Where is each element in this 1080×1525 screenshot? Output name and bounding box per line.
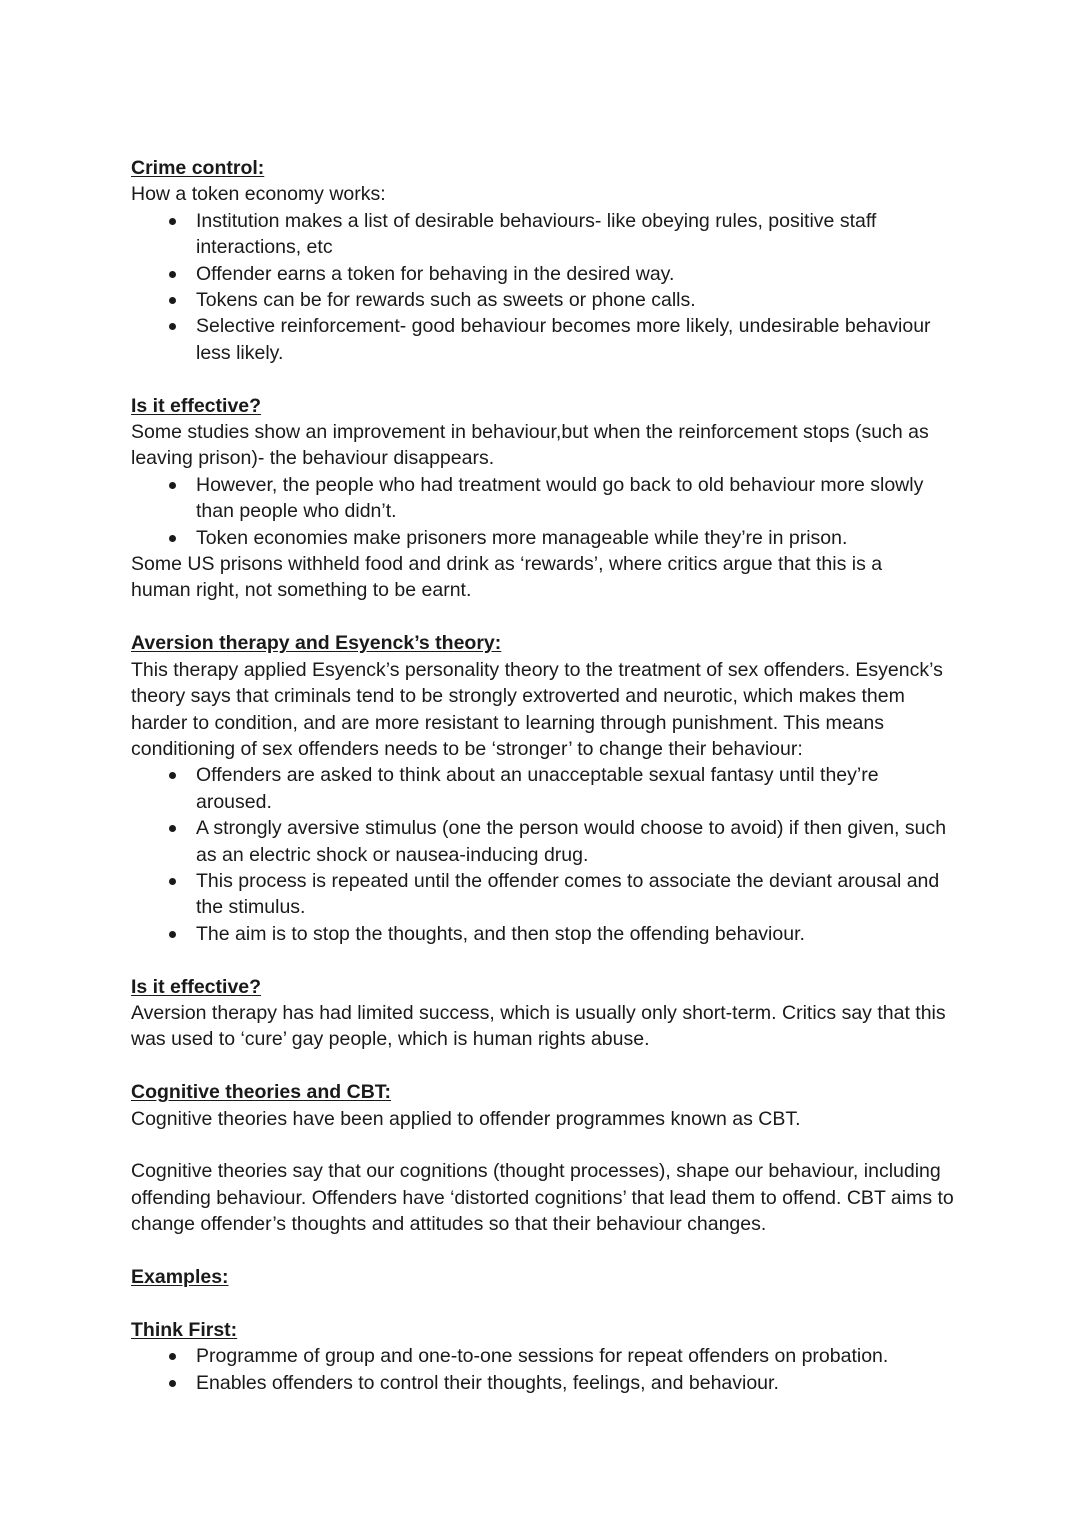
aversion-paragraph: This therapy applied Esyenck’s personality theory to the treatment of sex offenders. Esyenck’s theory says that criminals tend to be strongly extroverted and neurotic, which makes them harder to condition, and are more resistant to learning through punishment. This means conditioning of sex offenders needs to be ‘stronger’ to change their behaviour: — [131, 658, 943, 760]
heading-effective-1: Is it effective? — [131, 394, 262, 417]
section-cognitive — [131, 1079, 961, 1237]
list-item: Token economies make prisoners more manageable while they’re in prison. — [131, 525, 961, 551]
heading-effective-2: Is it effective? — [131, 975, 262, 998]
spacer — [131, 1238, 961, 1264]
list-item: Offenders are asked to think about an unacceptable sexual fantasy until they’re aroused. — [131, 762, 961, 815]
effective-1-list — [131, 472, 961, 551]
list-item: A strongly aversive stimulus (one the person would choose to avoid) if then given, such as an electric shock or nausea-inducing drug. — [131, 815, 961, 868]
list-item: Institution makes a list of desirable behaviours- like obeying rules, positive staff interactions, etc — [131, 208, 961, 261]
heading-aversion-therapy: Aversion therapy and Esyenck’s theory: — [131, 632, 502, 655]
crime-control-intro: How a token economy works: — [131, 183, 386, 206]
cognitive-paragraph-2: Cognitive theories say that our cognitions (thought processes), shape our behaviour, including offending behaviour. Offenders have ‘distorted cognitions’ that lead them to offend. CBT aims to change offender’s thoughts and attitudes so that their behaviour changes. — [131, 1160, 954, 1236]
section-crime-control — [131, 155, 961, 366]
cognitive-paragraph-1: Cognitive theories have been applied to offender programmes known as CBT. — [131, 1107, 801, 1130]
effective-1-paragraph: Some studies show an improvement in behaviour,but when the reinforcement stops (such as leaving prison)- the behaviour disappears. — [131, 421, 929, 470]
spacer — [131, 604, 961, 630]
list-item: However, the people who had treatment would go back to old behaviour more slowly than people who didn’t. — [131, 472, 961, 525]
list-item: Offender earns a token for behaving in the desired way. — [131, 261, 961, 287]
list-item: Enables offenders to control their thoughts, feelings, and behaviour. — [131, 1370, 961, 1396]
effective-1-paragraph-2: Some US prisons withheld food and drink as ‘rewards’, where critics argue that this is a human right, not something to be earnt. — [131, 553, 883, 602]
heading-examples: Examples: — [131, 1265, 229, 1288]
spacer — [131, 947, 961, 973]
heading-crime-control: Crime control: — [131, 157, 265, 179]
list-item: Selective reinforcement- good behaviour becomes more likely, undesirable behaviour less likely. — [131, 313, 961, 366]
aversion-list — [131, 762, 961, 947]
section-examples — [131, 1264, 961, 1290]
spacer — [131, 1132, 961, 1158]
heading-cognitive: Cognitive theories and CBT: — [131, 1081, 392, 1104]
section-effective-2 — [131, 974, 961, 1053]
section-think-first — [131, 1317, 961, 1396]
spacer — [131, 1053, 961, 1079]
section-aversion-therapy — [131, 630, 961, 947]
think-first-list — [131, 1343, 961, 1396]
list-item: Tokens can be for rewards such as sweets or phone calls. — [131, 287, 961, 313]
spacer — [131, 366, 961, 392]
list-item: The aim is to stop the thoughts, and then stop the offending behaviour. — [131, 921, 961, 947]
spacer — [131, 1290, 961, 1316]
heading-think-first: Think First: — [131, 1318, 238, 1341]
list-item: This process is repeated until the offender comes to associate the deviant arousal and the stimulus. — [131, 868, 961, 921]
list-item: Programme of group and one-to-one sessions for repeat offenders on probation. — [131, 1343, 961, 1369]
document-page — [131, 155, 961, 1396]
crime-control-list — [131, 208, 961, 366]
section-effective-1 — [131, 393, 961, 604]
effective-2-paragraph: Aversion therapy has had limited success, which is usually only short-term. Critics say that this was used to ‘cure’ gay people, which is human rights abuse. — [131, 1001, 946, 1051]
